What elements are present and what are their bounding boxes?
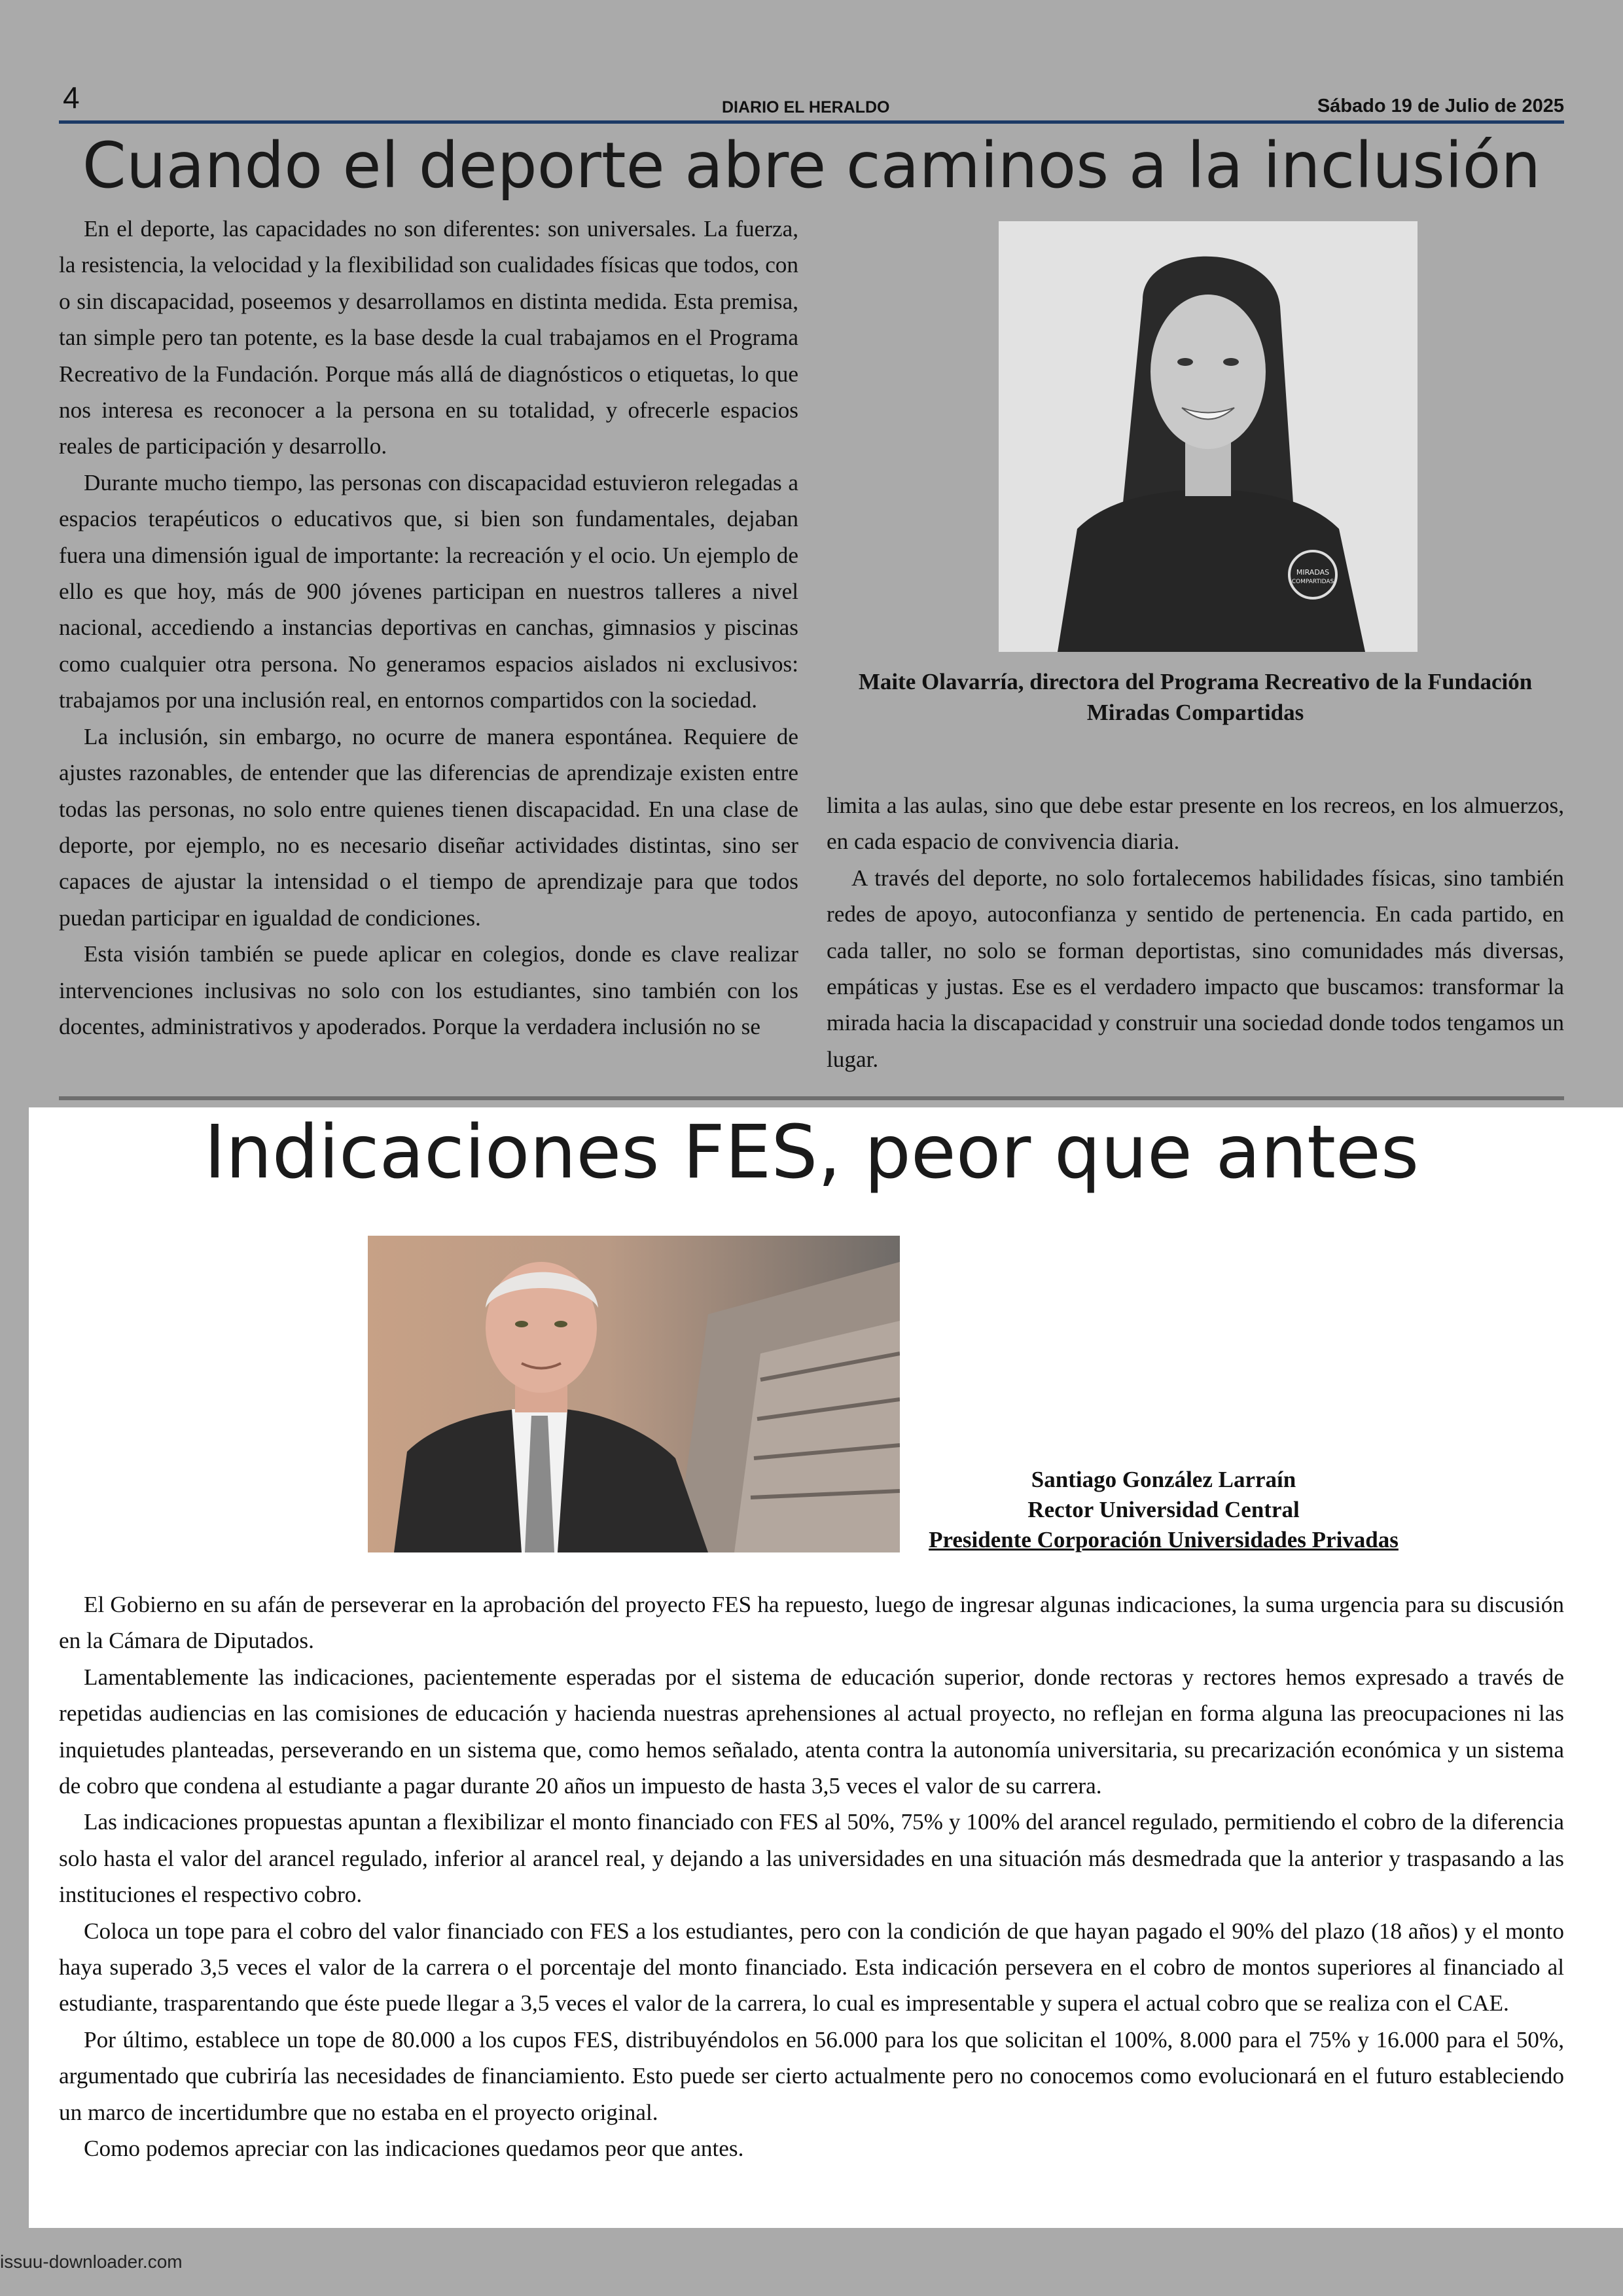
article1-portrait-photo [999,221,1418,652]
article2-title: Indicaciones FES, peor que antes [204,1110,1419,1195]
newspaper-name: DIARIO EL HERALDO [722,98,890,117]
article1-paragraph: En el deporte, las capacidades no son diferentes: son universales. La fuerza, la resistencia, la velocidad y la flexibilidad son cualidades físicas que todos, con o sin discapacidad, poseemos y desarrollamos en distinta medida. Esta premisa, tan simple pero tan potente, es la base desde la cual trabajamos en el Programa Recreativo de la Fundación. Porque más allá de diagnósticos o etiquetas, lo que nos interesa es reconocer a la persona en su totalidad, y ofrecerle espacios reales de participación y desarrollo. [59,216,798,459]
article2-paragraph: El Gobierno en su afán de perseverar en la aprobación del proyecto FES ha repuesto, luego de ingresar algunas indicaciones, la suma urgencia para su discusión en la Cámara de Diputados. [59,1592,1564,1654]
article1-left-column [59,211,798,1045]
article1-paragraph: Esta visión también se puede aplicar en colegios, donde es clave realizar intervenciones inclusivas no solo con los estudiantes, sino también con los docentes, administrativos y apoderados. Porque la verdadera inclusión no se [59,941,798,1039]
article2-portrait-photo [368,1236,900,1552]
article2-paragraph: Como podemos apreciar con las indicaciones quedamos peor que antes. [84,2136,744,2162]
shirt-logo-text: MIRADAS [1296,568,1330,577]
article2-paragraph: Las indicaciones propuestas apuntan a flexibilizar el monto financiado con FES al 50%, 75% y 100% del arancel regulado, permitiendo el cobro de la diferencia solo hasta el valor del arancel regulado, inferior al arancel real, y dejando a las universidades en una situación más desmedrada que la anterior y traspasando a las instituciones el respectivo cobro. [59,1809,1564,1908]
article1-title: Cuando el deporte abre caminos a la inclusión [82,129,1541,202]
article1-paragraph: Durante mucho tiempo, las personas con discapacidad estuvieron relegadas a espacios terapéuticos o educativos que, si bien son fundamentales, dejaban fuera una dimensión igual de importante: la recreación y el ocio. Un ejemplo de ello es que hoy, más de 900 jóvenes participan en nuestros talleres a nivel nacional, accediendo a instancias deportivas en canchas, gimnasios y piscinas como cualquier otra persona. No generamos espacios aislados ni exclusivos: trabajamos por una inclusión real, en entornos compartidos con la sociedad. [59,469,798,713]
shirt-logo-text: COMPARTIDAS [1291,579,1334,585]
author-name: Santiago González Larraín [1031,1467,1296,1492]
article2-paragraph: Por último, establece un tope de 80.000 a los cupos FES, distribuyéndolos en 56.000 para los que solicitan el 100%, 8.000 para el 75% y 16.000 para el 50%, argumentado que cubriría las necesidades de financiamiento. Esto puede ser cierto actualmente pero no conocemos como evolucionará en el futuro estableciendo un marco de incertidumbre que no estaba en el proyecto original. [59,2026,1564,2125]
page-number: 4 [63,81,80,115]
article-divider [59,1096,1564,1100]
article2-author-caption [915,1465,1412,1555]
portrait-man-illustration [368,1236,900,1552]
article1-paragraph: La inclusión, sin embargo, no ocurre de manera espontánea. Requiere de ajustes razonables, de entender que las diferencias de aprendizaje existen entre todas las personas, no solo entre quienes tienen discapacidad. En una clase de deporte, por ejemplo, no es necesario diseñar actividades distintas, sino ser capaces de ajustar la intensidad o el tiempo de aprendizaje para que todos puedan participar en igualdad de condiciones. [59,723,798,931]
portrait-woman-illustration [999,221,1418,652]
header-rule [59,120,1564,124]
watermark-link[interactable]: issuu-downloader.com [0,2251,183,2272]
issue-date: Sábado 19 de Julio de 2025 [1317,96,1564,117]
article2-paragraph: Lamentablemente las indicaciones, pacientemente esperadas por el sistema de educación superior, donde rectoras y rectores hemos expresado a través de repetidas audiencias en las comisiones de educación y hacienda nuestras aprehensiones al actual proyecto, no reflejan en forma alguna las preocupaciones ni las inquietudes planteadas, perseverando en un sistema que, como hemos señalado, atenta contra la autonomía universitaria, su precarización económica y un sistema de cobro que condena al estudiante a pagar durante 20 años un impuesto de hasta 3,5 veces el valor de su carrera. [59,1664,1564,1799]
author-role: Rector Universidad Central [1027,1497,1300,1522]
article1-right-column [827,787,1564,1077]
article2-body [59,1587,1564,2167]
author-role: Presidente Corporación Universidades Privadas [929,1527,1399,1552]
article1-photo-caption: Maite Olavarría, directora del Programa Recreativo de la Fundación Miradas Compartidas [858,669,1533,725]
article1-paragraph: A través del deporte, no solo fortalecemos habilidades físicas, sino también redes de apoyo, autoconfianza y sentido de pertenencia. En cada partido, en cada taller, no solo se forman deportistas, sino comunidades más diversas, empáticas y justas. Ese es el verdadero impacto que buscamos: transformar la mirada hacia la discapacidad y construir una sociedad donde todos tengamos un lugar. [827,865,1564,1072]
article2-paragraph: Coloca un tope para el cobro del valor financiado con FES a los estudiantes, pero con la condición de que hayan pagado el 90% del plazo (18 años) y el monto haya superado 3,5 veces el valor de la carrera o el porcentaje del monto financiado. Esta indicación persevera en el cobro de montos superiores al financiado al estudiante, trasparentando que éste puede llegar a 3,5 veces el valor de la carrera, lo cual es impresentable y supera el actual cobro que se realiza con el CAE. [59,1918,1564,2017]
article1-paragraph: limita a las aulas, sino que debe estar presente en los recreos, en los almuerzos, en cada espacio de convivencia diaria. [827,793,1564,855]
